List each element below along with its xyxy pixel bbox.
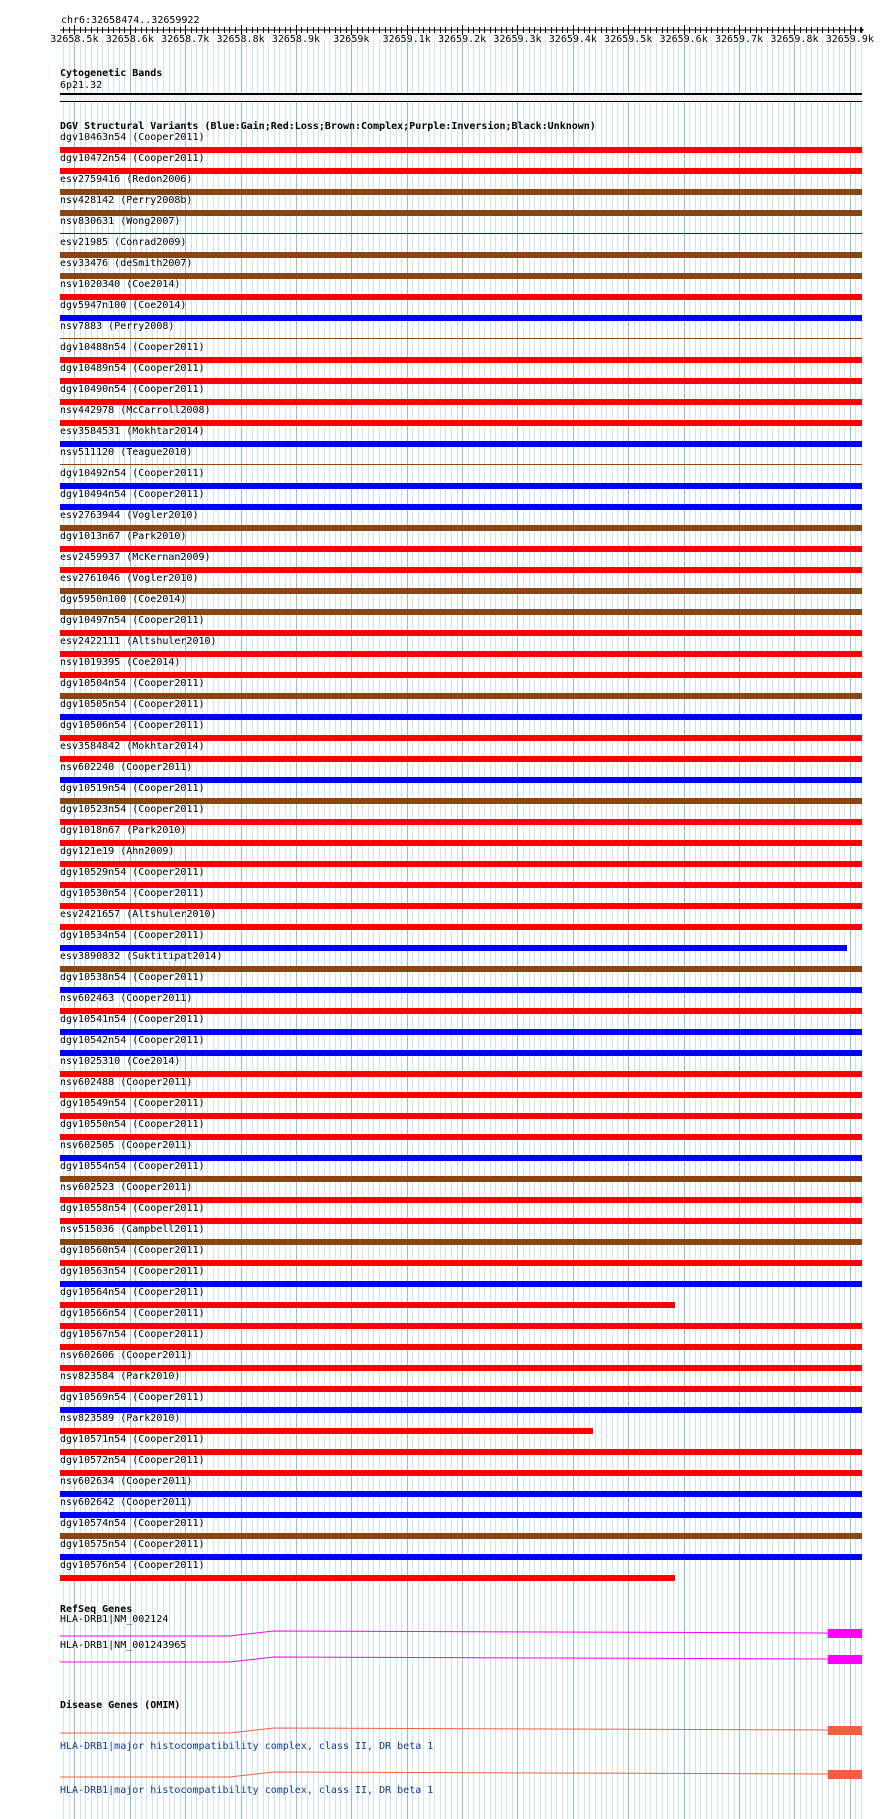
variant-label: dgv1013n67 (Park2010) bbox=[60, 531, 187, 542]
intron-line bbox=[60, 1772, 828, 1777]
variant-label: dgv10563n54 (Cooper2011) bbox=[60, 1266, 205, 1277]
variant-label: esv3890832 (Suktitipat2014) bbox=[60, 951, 223, 962]
intron-line bbox=[60, 1728, 828, 1733]
variant-label: dgv10504n54 (Cooper2011) bbox=[60, 678, 205, 689]
refseq-gene-label[interactable]: HLA-DRB1|NM_001243965 bbox=[60, 1640, 187, 1651]
variant-bar-loss[interactable] bbox=[60, 840, 862, 846]
variant-label: dgv1018n67 (Park2010) bbox=[60, 825, 187, 836]
cytoband-label: 6p21.32 bbox=[60, 80, 103, 91]
variant-label: dgv10488n54 (Cooper2011) bbox=[60, 342, 205, 353]
ruler-tick-label: 32659.9k bbox=[825, 34, 874, 45]
variant-label: dgv10489n54 (Cooper2011) bbox=[60, 363, 205, 374]
variant-label: dgv10571n54 (Cooper2011) bbox=[60, 1434, 205, 1445]
variant-label: nsv442978 (McCarroll2008) bbox=[60, 405, 211, 416]
variant-label: nsv823589 (Park2010) bbox=[60, 1413, 181, 1424]
variant-label: dgv10505n54 (Cooper2011) bbox=[60, 699, 205, 710]
variant-label: dgv10523n54 (Cooper2011) bbox=[60, 804, 205, 815]
variant-label: dgv10549n54 (Cooper2011) bbox=[60, 1098, 205, 1109]
refseq-gene-label[interactable]: HLA-DRB1|NM_002124 bbox=[60, 1614, 169, 1625]
variant-label: dgv10558n54 (Cooper2011) bbox=[60, 1203, 205, 1214]
exon-block[interactable] bbox=[828, 1655, 862, 1664]
variant-label: nsv823584 (Park2010) bbox=[60, 1371, 181, 1382]
variant-label: nsv602634 (Cooper2011) bbox=[60, 1476, 193, 1487]
exon-block[interactable] bbox=[828, 1629, 862, 1638]
ruler-tick-label: 32658.9k bbox=[271, 34, 321, 45]
variant-label: esv2761046 (Vogler2010) bbox=[60, 573, 199, 584]
variant-label: nsv7883 (Perry2008) bbox=[60, 321, 175, 332]
variant-label: dgv10534n54 (Cooper2011) bbox=[60, 930, 205, 941]
variant-label: dgv10463n54 (Cooper2011) bbox=[60, 132, 205, 143]
cytoband-track-title: Cytogenetic Bands bbox=[60, 68, 163, 79]
variant-label: dgv121e19 (Ahn2009) bbox=[60, 846, 175, 857]
ruler-tick-label: 32659.3k bbox=[493, 34, 542, 45]
refseq-gene-model[interactable] bbox=[0, 1651, 890, 1667]
variant-label: nsv602606 (Cooper2011) bbox=[60, 1350, 193, 1361]
variant-label: dgv10490n54 (Cooper2011) bbox=[60, 384, 205, 395]
ruler-tick-label: 32659.7k bbox=[714, 34, 764, 45]
variant-bar-gain[interactable] bbox=[60, 315, 862, 321]
variant-label: nsv602463 (Cooper2011) bbox=[60, 993, 193, 1004]
variant-label: dgv10575n54 (Cooper2011) bbox=[60, 1539, 205, 1550]
variant-label: dgv10530n54 (Cooper2011) bbox=[60, 888, 205, 899]
variant-label: dgv10554n54 (Cooper2011) bbox=[60, 1161, 205, 1172]
variant-label: dgv10492n54 (Cooper2011) bbox=[60, 468, 205, 479]
variant-label: dgv10560n54 (Cooper2011) bbox=[60, 1245, 205, 1256]
variant-label: esv3584531 (Mokhtar2014) bbox=[60, 426, 205, 437]
variant-label: esv21985 (Conrad2009) bbox=[60, 237, 187, 248]
ruler-tick-label: 32659k bbox=[333, 34, 370, 45]
intron-line bbox=[60, 1631, 828, 1636]
ruler-tick-label: 32659.2k bbox=[438, 34, 487, 45]
variant-label: dgv10494n54 (Cooper2011) bbox=[60, 489, 205, 500]
variant-label: dgv10569n54 (Cooper2011) bbox=[60, 1392, 205, 1403]
variant-label: nsv1019395 (Coe2014) bbox=[60, 657, 181, 668]
variant-label: dgv10529n54 (Cooper2011) bbox=[60, 867, 205, 878]
variant-label: nsv602240 (Cooper2011) bbox=[60, 762, 193, 773]
variant-label: dgv10472n54 (Cooper2011) bbox=[60, 153, 205, 164]
variant-label: dgv10572n54 (Cooper2011) bbox=[60, 1455, 205, 1466]
variant-label: dgv5947n100 (Coe2014) bbox=[60, 300, 187, 311]
variant-label: dgv10506n54 (Cooper2011) bbox=[60, 720, 205, 731]
ruler-tick-label: 32658.5k bbox=[50, 34, 99, 45]
variant-label: dgv5950n100 (Coe2014) bbox=[60, 594, 187, 605]
variant-label: nsv602642 (Cooper2011) bbox=[60, 1497, 193, 1508]
variant-label: dgv10542n54 (Cooper2011) bbox=[60, 1035, 205, 1046]
ruler-tick-label: 32659.4k bbox=[548, 34, 597, 45]
variant-label: esv2421657 (Altshuler2010) bbox=[60, 909, 217, 920]
variant-label: nsv428142 (Perry2008b) bbox=[60, 195, 193, 206]
ruler-tick-label: 32659.6k bbox=[659, 34, 708, 45]
variant-label: dgv10541n54 (Cooper2011) bbox=[60, 1014, 205, 1025]
variant-label: dgv10497n54 (Cooper2011) bbox=[60, 615, 205, 626]
intron-line bbox=[60, 1657, 828, 1662]
omim-gene-label[interactable]: HLA-DRB1|major histocompatibility complex, class II, DR beta 1 bbox=[60, 1785, 434, 1796]
variant-label: esv2763944 (Vogler2010) bbox=[60, 510, 199, 521]
variant-label: nsv602488 (Cooper2011) bbox=[60, 1077, 193, 1088]
ruler-tick-label: 32659.1k bbox=[382, 34, 431, 45]
variant-label: nsv830631 (Wong2007) bbox=[60, 216, 181, 227]
ruler-tick-label: 32659.5k bbox=[604, 34, 653, 45]
location-label: chr6:32658474..32659922 bbox=[61, 15, 200, 26]
exon-block[interactable] bbox=[828, 1726, 862, 1735]
dgv-track-title: DGV Structural Variants (Blue:Gain;Red:Loss;Brown:Complex;Purple:Inversion;Black:Unknown) bbox=[60, 121, 596, 132]
variant-label: esv3584842 (Mokhtar2014) bbox=[60, 741, 205, 752]
variant-label: nsv511120 (Teague2010) bbox=[60, 447, 193, 458]
variant-label: dgv10567n54 (Cooper2011) bbox=[60, 1329, 205, 1340]
refseq-track-title: RefSeq Genes bbox=[60, 1604, 133, 1615]
variant-bar-loss[interactable] bbox=[60, 1575, 675, 1581]
ruler-tick-label: 32658.6k bbox=[105, 34, 154, 45]
variant-label: esv33476 (deSmith2007) bbox=[60, 258, 193, 269]
variant-label: nsv602505 (Cooper2011) bbox=[60, 1140, 193, 1151]
variant-label: dgv10550n54 (Cooper2011) bbox=[60, 1119, 205, 1130]
exon-block[interactable] bbox=[828, 1770, 862, 1779]
variant-label: esv2759416 (Redon2006) bbox=[60, 174, 193, 185]
variant-label: dgv10538n54 (Cooper2011) bbox=[60, 972, 205, 983]
variant-label: nsv602523 (Cooper2011) bbox=[60, 1182, 193, 1193]
cytoband-bar[interactable] bbox=[60, 93, 862, 102]
variant-label: dgv10576n54 (Cooper2011) bbox=[60, 1560, 205, 1571]
ruler-tick-label: 32659.8k bbox=[770, 34, 819, 45]
variant-label: nsv1025310 (Coe2014) bbox=[60, 1056, 181, 1067]
ruler-tick-label: 32658.7k bbox=[161, 34, 210, 45]
omim-gene-model[interactable] bbox=[0, 1722, 890, 1738]
variant-label: nsv515036 (Campbell2011) bbox=[60, 1224, 205, 1235]
variant-bar-complex[interactable] bbox=[60, 338, 862, 339]
variant-bar-complex[interactable] bbox=[60, 464, 862, 465]
variant-label: dgv10574n54 (Cooper2011) bbox=[60, 1518, 205, 1529]
refseq-gene-model[interactable] bbox=[0, 1625, 890, 1641]
variant-label: esv2422111 (Altshuler2010) bbox=[60, 636, 217, 647]
variant-label: dgv10566n54 (Cooper2011) bbox=[60, 1308, 205, 1319]
variant-bar-gain[interactable] bbox=[60, 233, 862, 234]
omim-track-title: Disease Genes (OMIM) bbox=[60, 1700, 181, 1711]
variant-label: nsv1020340 (Coe2014) bbox=[60, 279, 181, 290]
variant-label: dgv10519n54 (Cooper2011) bbox=[60, 783, 205, 794]
omim-gene-label[interactable]: HLA-DRB1|major histocompatibility complex, class II, DR beta 1 bbox=[60, 1741, 434, 1752]
variant-label: dgv10564n54 (Cooper2011) bbox=[60, 1287, 205, 1298]
variant-label: esv2459937 (McKernan2009) bbox=[60, 552, 211, 563]
omim-gene-model[interactable] bbox=[0, 1766, 890, 1782]
ruler-tick-label: 32658.8k bbox=[216, 34, 265, 45]
